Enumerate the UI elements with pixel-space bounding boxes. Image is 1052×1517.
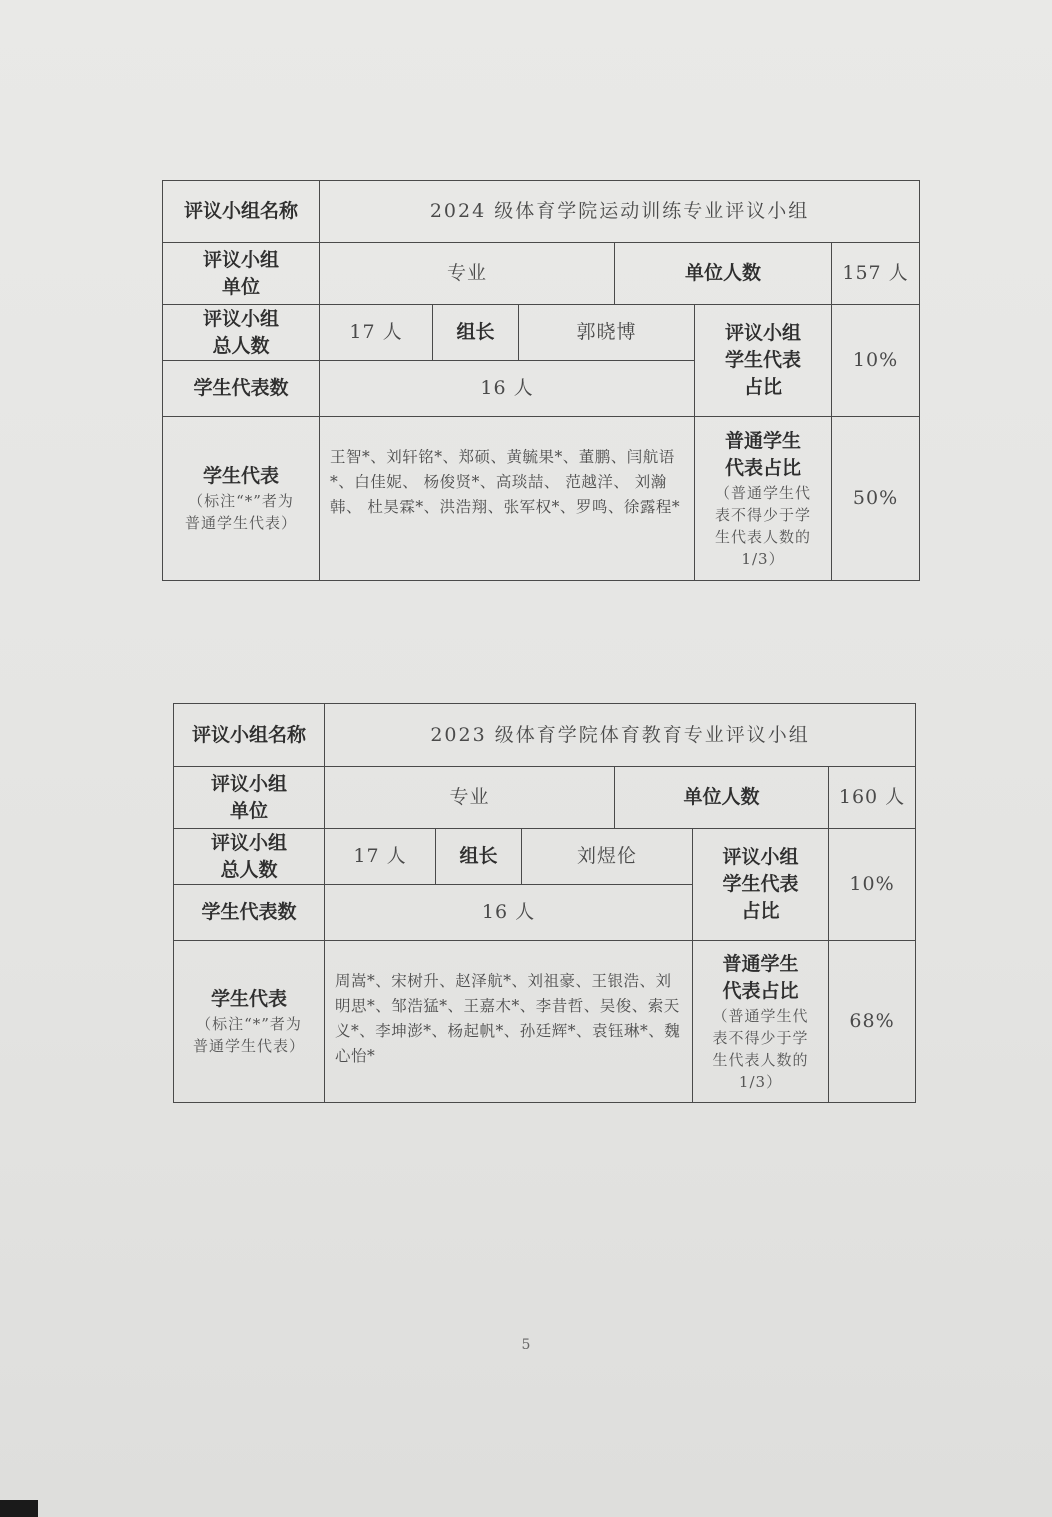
student-reps-list: 王智*、刘轩铭*、郑硕、黄毓果*、董鹏、闫航语*、白佳妮、 杨俊贤*、高琰喆、 范越洋、 刘瀚韩、 杜昊霖*、洪浩翔、张军权*、罗鸣、徐露程* <box>320 417 695 581</box>
rep-count-value: 16 人 <box>320 361 695 417</box>
label-ordinary-note-line1: （普通学生代 <box>714 483 811 502</box>
rep-count-value: 16 人 <box>325 885 693 941</box>
group-total-value: 17 人 <box>320 305 433 361</box>
label-ordinary-line1: 普通学生 <box>722 952 799 975</box>
review-group-table-2024 <box>162 180 920 581</box>
label-ordinary-note-line4: 1/3） <box>738 1072 783 1091</box>
label-unit-line2: 单位 <box>229 799 268 822</box>
label-ratio-line3: 占比 <box>741 900 780 922</box>
label-rep-count: 学生代表数 <box>174 885 325 941</box>
group-total-value: 17 人 <box>325 829 436 885</box>
label-group-total <box>163 305 320 361</box>
label-total-line1: 评议小组 <box>210 831 287 854</box>
label-ordinary-note-line1: （普通学生代 <box>712 1006 809 1025</box>
label-ratio-line2: 学生代表 <box>722 873 799 895</box>
rep-ratio-value: 10% <box>832 305 920 417</box>
label-reps-title: 学生代表 <box>210 988 287 1010</box>
label-unit-count: 单位人数 <box>615 767 829 829</box>
rep-ratio-value: 10% <box>829 829 916 941</box>
label-unit-line1: 评议小组 <box>210 772 287 795</box>
group-unit-value: 专业 <box>325 767 615 829</box>
label-group-name: 评议小组名称 <box>174 704 325 767</box>
label-rep-ratio <box>693 829 829 941</box>
label-reps-note-line1: （标注“*”者为 <box>196 1015 302 1033</box>
label-leader: 组长 <box>433 305 519 361</box>
label-ordinary-ratio <box>693 941 829 1103</box>
label-ordinary-note-line2: 表不得少于学 <box>712 1028 809 1047</box>
label-ratio-line1: 评议小组 <box>724 322 801 344</box>
label-unit-count: 单位人数 <box>615 243 832 305</box>
label-unit-line2: 单位 <box>221 275 260 298</box>
label-rep-count: 学生代表数 <box>163 361 320 417</box>
label-ordinary-ratio <box>695 417 832 581</box>
label-ratio-line3: 占比 <box>743 376 782 398</box>
label-student-reps <box>163 417 320 581</box>
ordinary-ratio-value: 50% <box>832 417 920 581</box>
ordinary-ratio-value: 68% <box>829 941 916 1103</box>
label-unit-line1: 评议小组 <box>202 248 279 271</box>
group-unit-value: 专业 <box>320 243 615 305</box>
label-ratio-line2: 学生代表 <box>724 349 801 371</box>
group-name-value: 2023 级体育学院体育教育专业评议小组 <box>325 704 916 767</box>
label-ordinary-note-line2: 表不得少于学 <box>714 505 811 524</box>
label-total-line1: 评议小组 <box>202 307 279 330</box>
unit-count-value: 157 人 <box>832 243 920 305</box>
label-total-line2: 总人数 <box>212 334 270 357</box>
label-reps-note-line2: 普通学生代表） <box>192 1037 305 1055</box>
label-ordinary-line1: 普通学生 <box>724 429 801 452</box>
label-total-line2: 总人数 <box>220 858 278 881</box>
label-group-unit <box>174 767 325 829</box>
leader-value: 郭晓博 <box>519 305 695 361</box>
label-ordinary-note-line3: 生代表人数的 <box>712 1050 809 1069</box>
group-name-value: 2024 级体育学院运动训练专业评议小组 <box>320 181 920 243</box>
label-ordinary-line2: 代表占比 <box>722 979 799 1002</box>
label-leader: 组长 <box>436 829 522 885</box>
label-group-total <box>174 829 325 885</box>
label-reps-note-line1: （标注“*”者为 <box>188 492 294 510</box>
label-ratio-line1: 评议小组 <box>722 846 799 868</box>
label-reps-title: 学生代表 <box>202 465 279 487</box>
label-student-reps <box>174 941 325 1103</box>
label-group-unit <box>163 243 320 305</box>
label-rep-ratio <box>695 305 832 417</box>
label-ordinary-note-line4: 1/3） <box>741 549 785 568</box>
label-group-name: 评议小组名称 <box>163 181 320 243</box>
label-ordinary-note-line3: 生代表人数的 <box>714 527 811 546</box>
leader-value: 刘煜伦 <box>522 829 693 885</box>
scan-corner-mark <box>0 1500 38 1517</box>
label-reps-note-line2: 普通学生代表） <box>184 514 297 532</box>
student-reps-list: 周嵩*、宋树升、赵泽航*、刘祖豪、王银浩、刘明思*、邹浩猛*、王嘉木*、李昔哲、吴俊、索天义*、李坤澎*、杨起帆*、孙廷辉*、袁钰琳*、魏心怡* <box>325 941 693 1103</box>
label-ordinary-line2: 代表占比 <box>724 456 801 479</box>
page-number: 5 <box>521 1337 531 1353</box>
unit-count-value: 160 人 <box>829 767 916 829</box>
review-group-table-2023 <box>173 703 916 1103</box>
